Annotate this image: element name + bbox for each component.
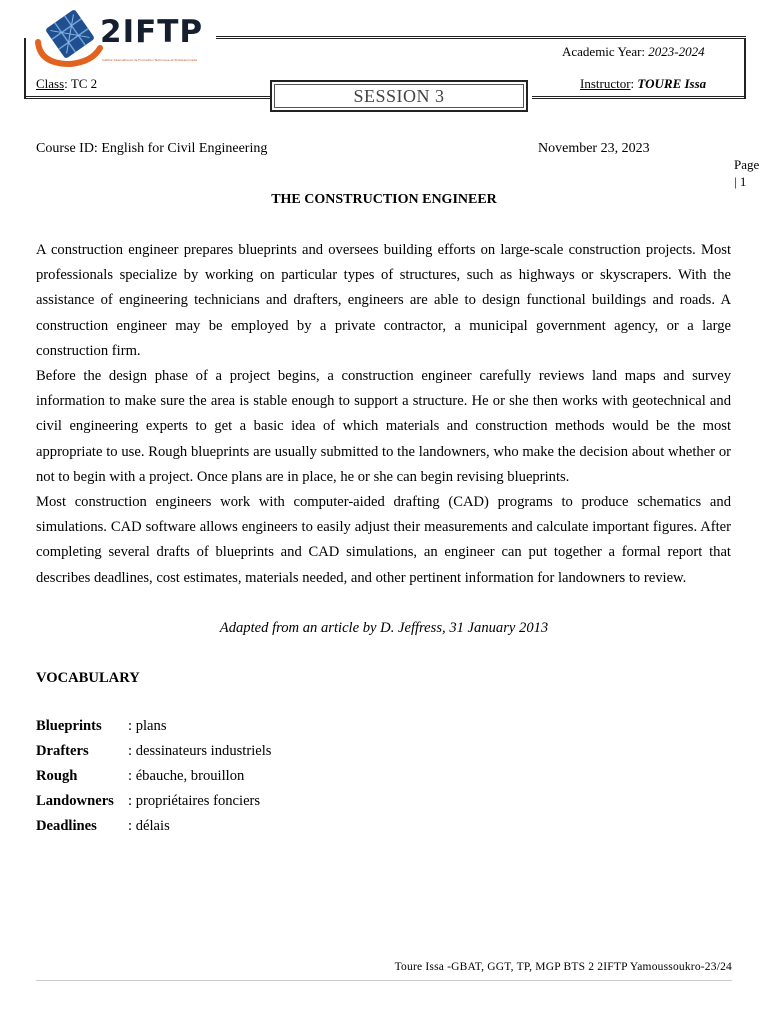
session-box: SESSION 3	[270, 80, 528, 112]
institution-logo	[34, 6, 216, 70]
vocabulary-term: Landowners	[36, 793, 114, 809]
class-info: Class: TC 2	[36, 76, 98, 91]
article-body	[36, 238, 731, 591]
logo-wordmark: 2IFTP	[100, 14, 204, 50]
page-number	[734, 156, 759, 190]
vocabulary-term: Deadlines	[36, 818, 97, 834]
logo-subtext: Institut International de Formation Technique et Professionnelle	[102, 58, 198, 62]
page-footer: Toure Issa -GBAT, GGT, TP, MGP BTS 2 2IFTP Yamoussoukro-23/24	[394, 961, 732, 973]
page-value: | 1	[734, 174, 747, 189]
class-label: Class	[36, 76, 65, 91]
class-value: TC 2	[70, 76, 98, 91]
vocabulary-term: Drafters	[36, 743, 89, 759]
paragraph: Before the design phase of a project begins, a construction engineer carefully reviews land maps and survey information to make sure the area is stable enough to support a structure. He or she then works with geotechnical and civil engineering experts to get a basic idea of which materials and construction methods would be the most appropriate to use. Rough blueprints are usually submitted to the landowners, who make the decision about whether or not to begin with a project. Once plans are in place, he or she can begin revising blueprints.	[36, 368, 731, 485]
paragraph: A construction engineer prepares blueprints and oversees building efforts on large-scale construction projects. Most professionals specialize by working on particular types of structures, such as highways or skyscrapers. With the assistance of engineering technicians and drafters, engineers are able to design functional buildings and roads. A construction engineer may be employed by a private contractor, a municipal government agency, or a large construction firm.	[36, 242, 731, 359]
source-citation: Adapted from an article by D. Jeffress, 31 January 2013	[219, 620, 549, 636]
course-id: Course ID: English for Civil Engineering	[36, 141, 268, 156]
vocabulary-definition: : plans	[128, 718, 167, 734]
page-label: Page	[734, 157, 760, 172]
vocabulary-definition: : ébauche, brouillon	[128, 768, 245, 784]
academic-year	[562, 44, 705, 60]
academic-year-value: 2023-2024	[648, 44, 705, 59]
vocabulary-definition: : délais	[128, 818, 170, 834]
vocabulary-heading: VOCABULARY	[36, 670, 140, 686]
header-rule-bottom-left	[24, 96, 270, 99]
vocabulary-definition: : propriétaires fonciers	[128, 793, 261, 809]
instructor-info: Instructor: TOURE Issa	[580, 76, 707, 91]
paragraph: Most construction engineers work with computer-aided drafting (CAD) programs to produce schematics and simulations. CAD software allows engineers to easily adjust their measurements and calculate important figures. After completing several drafts of blueprints and CAD simulations, an engineer can put together a formal report that describes deadlines, cost estimates, materials needed, and other pertinent information for landowners to review.	[36, 494, 731, 586]
globe-icon	[34, 6, 106, 70]
lesson-date: November 23, 2023	[538, 141, 650, 156]
document-title: THE CONSTRUCTION ENGINEER	[271, 192, 497, 207]
academic-year-label: Academic Year:	[562, 44, 646, 59]
header-rule-top	[216, 36, 746, 39]
instructor-name: TOURE Issa	[637, 76, 707, 91]
header-rule-bottom-right	[532, 96, 746, 99]
vocabulary-definition: : dessinateurs industriels	[128, 743, 272, 759]
vocabulary-term: Rough	[36, 768, 78, 784]
vocabulary-term: Blueprints	[36, 718, 102, 734]
instructor-label: Instructor	[580, 76, 631, 91]
header-rule-right	[744, 38, 746, 98]
header-rule-left	[24, 38, 26, 98]
footer-divider	[36, 980, 732, 981]
